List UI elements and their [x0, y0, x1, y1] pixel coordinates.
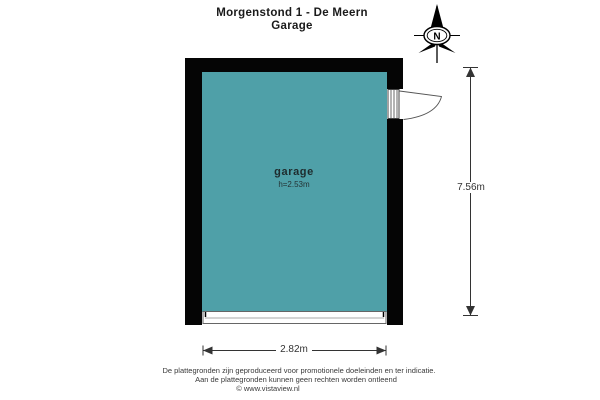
room-ceiling-height: h=2.53m — [278, 180, 310, 189]
wall-left — [185, 58, 202, 325]
wall-right-upper — [387, 58, 403, 89]
dim-h-right-arrow — [377, 347, 387, 355]
footer-disclaimer-line2: Aan de plattegronden kunnen geen rechten worden ontleend — [195, 375, 397, 384]
wall-right-lower — [387, 119, 403, 325]
dimension-width-label — [244, 344, 344, 355]
compass-north-label: N — [433, 31, 441, 43]
page-title-line2: Garage — [271, 20, 313, 32]
room-name: garage — [274, 166, 314, 178]
footer-copyright: © www.vistaview.nl — [236, 384, 300, 393]
entry-door-swing-arc — [400, 91, 442, 120]
garage-room-area — [202, 72, 387, 312]
room-label — [194, 166, 394, 189]
dim-v-bottom-arrow — [466, 306, 475, 316]
footer-disclaimer-line1: De plattegronden zijn geproduceerd voor promotionele doeleinden en ter indicatie. — [162, 366, 436, 375]
dimension-height-label — [446, 182, 496, 193]
wall-top — [185, 58, 403, 72]
dimension-height-value: 7.56m — [453, 182, 489, 193]
garage-door — [203, 312, 386, 324]
entry-door — [388, 90, 442, 120]
page-title-line1: Morgenstond 1 - De Meern — [216, 7, 368, 19]
dim-v-top-arrow — [466, 68, 475, 78]
dimension-width-value: 2.82m — [276, 344, 312, 355]
dim-h-left-arrow — [203, 347, 213, 355]
